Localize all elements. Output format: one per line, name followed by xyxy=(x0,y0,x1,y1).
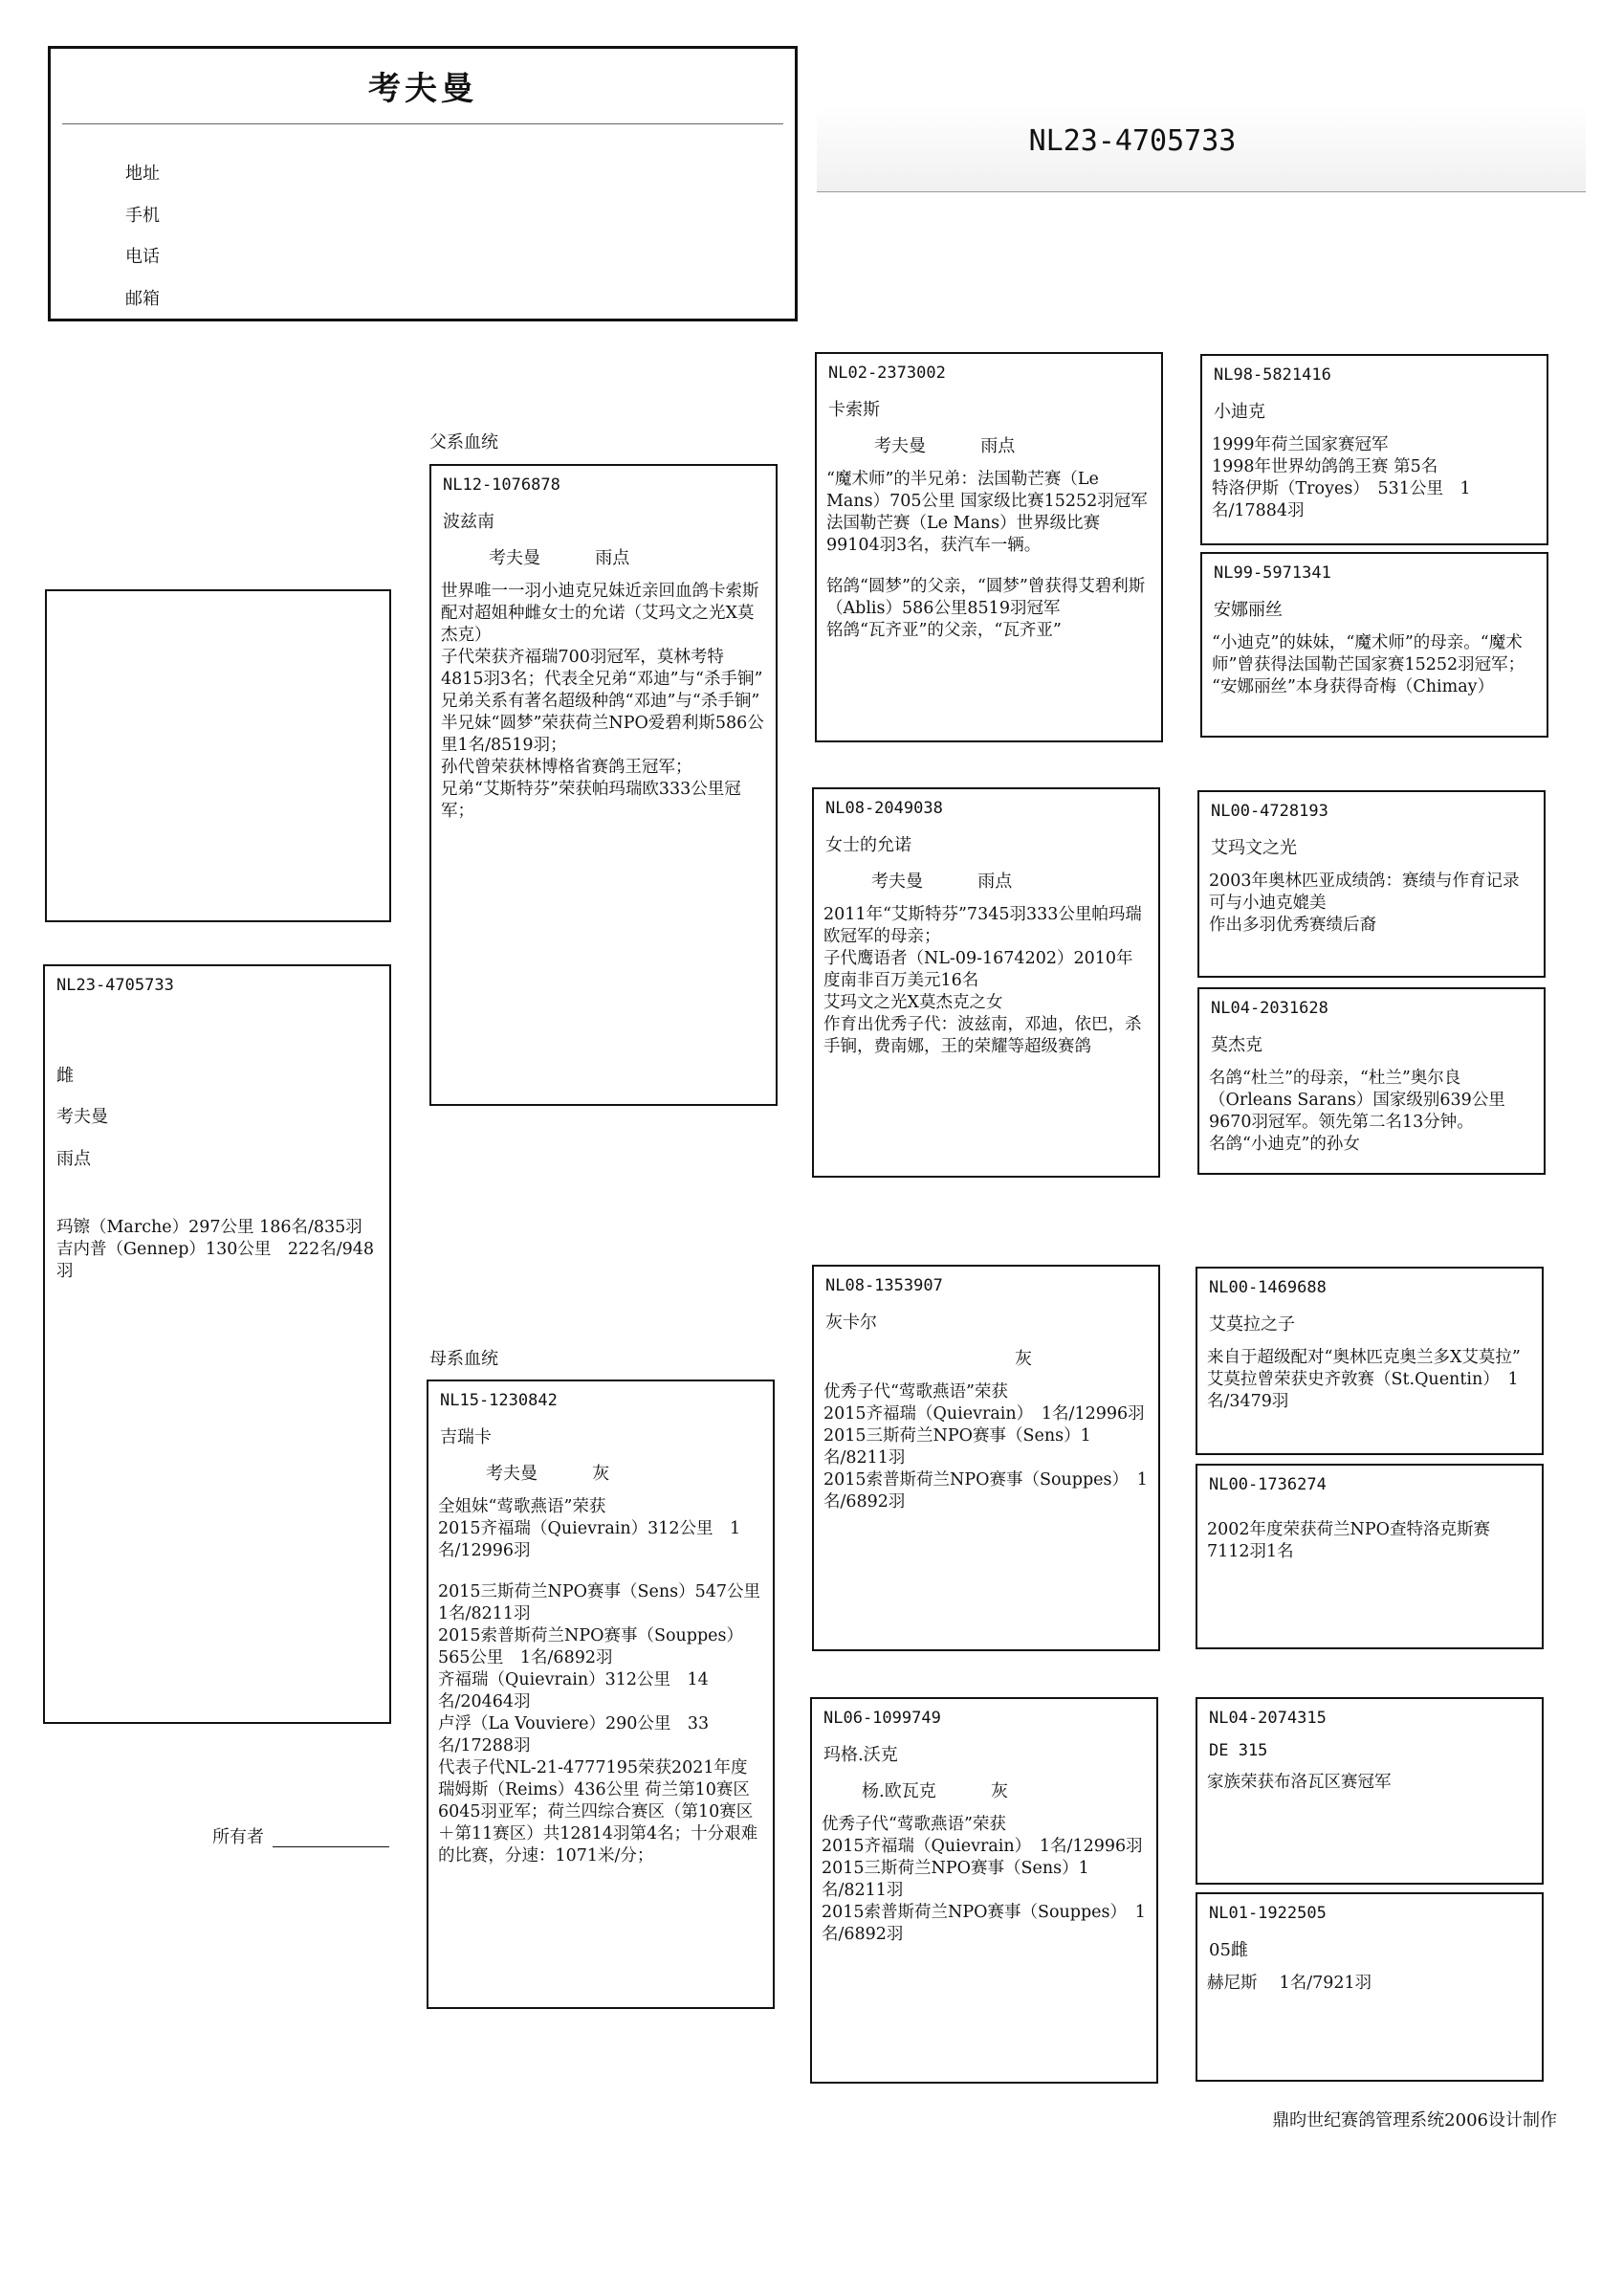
owner-field-address: 地址 xyxy=(125,164,160,184)
ggp-ring: NL04-2031628 xyxy=(1211,999,1328,1018)
dam-note: 2015三斯荷兰NPO赛事（Sens）547公里 1名/8211羽 xyxy=(438,1582,760,1623)
dam-dam-ring: NL06-1099749 xyxy=(823,1709,941,1728)
ggp-note: 2002年度荣获荷兰NPO查特洛克斯赛7112羽1名 xyxy=(1207,1520,1490,1561)
dam-line-label: 母系血统 xyxy=(429,1349,498,1369)
dam-meta xyxy=(428,1448,773,1485)
ggp-name: 莫杰克 xyxy=(1211,1035,1262,1055)
sire-sire-note-gap xyxy=(826,557,1152,576)
dam-note: 卢浮（La Vouviere）290公里 33名/17288羽 xyxy=(438,1714,710,1755)
sire-note: 兄弟“艾斯特芬”荣获帕玛瑞欧333公里冠军； xyxy=(441,780,741,821)
sire-note: 半兄妹“圆梦”荣获荷兰NPO爱碧利斯586公里1名/8519羽； xyxy=(441,714,764,755)
photo-box xyxy=(45,589,391,922)
sire-note: 孙代曾荣获林博格省赛鸽王冠军； xyxy=(441,758,692,777)
dam-dam-note: 2015三斯荷兰NPO赛事（Sens）1名/8211羽 xyxy=(822,1859,1089,1900)
owner-field-email: 邮箱 xyxy=(125,289,160,309)
owner-card-divider xyxy=(62,123,783,124)
sire-sire-note: 法国勒芒赛（Le Mans）世界级比赛99104羽3名，获汽车一辆。 xyxy=(826,514,1101,555)
sire-sire-color: 雨点 xyxy=(980,436,1016,456)
dam-dam-notes xyxy=(812,1802,1156,1946)
ggp-box-4 xyxy=(1197,987,1546,1175)
footer-credit: 鼎昀世纪赛鸽管理系统2006设计制作 xyxy=(1272,2110,1557,2130)
dam-notes xyxy=(428,1485,773,1867)
dam-color: 灰 xyxy=(592,1464,610,1484)
ggp-note: 1999年荷兰国家赛冠军 xyxy=(1212,435,1389,454)
dam-dam-breeder: 杨.欧瓦克 xyxy=(862,1781,936,1801)
ggp-name: 05雌 xyxy=(1209,1940,1248,1960)
sire-sire-note: 铭鸽“瓦齐亚”的父亲，“瓦齐亚” xyxy=(826,621,1062,640)
subject-breeder: 考夫曼 xyxy=(56,1107,108,1127)
subject-ring: NL23-4705733 xyxy=(56,976,174,995)
subject-result: 玛镲（Marche）297公里 186名/835羽 xyxy=(56,1218,362,1237)
dam-breeder: 考夫曼 xyxy=(486,1464,538,1484)
ggp-notes xyxy=(1197,1760,1542,1794)
ggp-note: 来自于超级配对“奥林匹克奥兰多X艾莫拉” xyxy=(1207,1348,1521,1367)
ggp-ring: NL00-1736274 xyxy=(1209,1475,1327,1494)
sire-sire-ring: NL02-2373002 xyxy=(828,364,946,383)
owner-signature-label xyxy=(212,1823,264,1848)
sire-dam-note: 2011年“艾斯特芬”7345羽333公里帕玛瑞欧冠军的母亲； xyxy=(823,905,1142,946)
ggp-notes xyxy=(1197,1336,1542,1413)
sire-sire-box xyxy=(815,352,1163,742)
subject-box xyxy=(43,964,391,1724)
sire-sire-note: 铭鸽“圆梦”的父亲，“圆梦”曾获得艾碧利斯（Ablis）586公里8519羽冠军 xyxy=(826,577,1146,618)
sire-sire-breeder: 考夫曼 xyxy=(874,436,926,456)
sire-sire-notes xyxy=(817,457,1161,642)
sire-dam-note: 艾玛文之光X莫杰克之女 xyxy=(823,993,1003,1012)
ggp-notes xyxy=(1197,1508,1542,1563)
ggp-name xyxy=(1197,1494,1542,1508)
ggp-ring: NL00-1469688 xyxy=(1209,1278,1327,1297)
dam-sire-meta xyxy=(814,1334,1158,1370)
dam-dam-color: 灰 xyxy=(990,1781,1008,1801)
ggp-notes xyxy=(1202,423,1547,522)
sire-note: 子代荣获齐福瑞700羽冠军，莫林考特4815羽3名；代表全兄弟“邓迪”与“杀手锏” xyxy=(441,648,763,689)
dam-sire-ring: NL08-1353907 xyxy=(825,1276,943,1295)
ggp-name: 艾玛文之光 xyxy=(1211,838,1297,858)
sire-breeder: 考夫曼 xyxy=(489,548,540,568)
dam-sire-color: 灰 xyxy=(1015,1349,1032,1369)
dam-note: 2015索普斯荷兰NPO赛事（Souppes）565公里 1名/6892羽 xyxy=(438,1626,744,1667)
dam-sire-notes xyxy=(814,1370,1158,1513)
sire-ring: NL12-1076878 xyxy=(443,475,560,495)
sire-color: 雨点 xyxy=(595,548,630,568)
dam-sire-box xyxy=(812,1265,1160,1651)
ggp-box-5 xyxy=(1196,1267,1544,1455)
ggp-ring: NL00-4728193 xyxy=(1211,802,1328,821)
ggp-box-8 xyxy=(1196,1892,1544,2082)
subject-sex: 雌 xyxy=(56,1066,74,1086)
owner-signature-line xyxy=(273,1846,389,1847)
subject-color: 雨点 xyxy=(56,1149,91,1169)
ggp-name: 安娜丽丝 xyxy=(1214,600,1283,620)
dam-note: 全姐妹“莺歌燕语”荣获 xyxy=(438,1497,606,1516)
dam-dam-meta xyxy=(812,1766,1156,1802)
sire-dam-note: 子代鹰语者（NL-09-1674202）2010年度南非百万美元16名 xyxy=(823,949,1133,990)
sire-dam-notes xyxy=(814,893,1158,1058)
ggp-box-7 xyxy=(1196,1697,1544,1885)
sire-dam-meta xyxy=(814,856,1158,893)
owner-field-phone: 电话 xyxy=(125,247,160,267)
sire-dam-color: 雨点 xyxy=(977,872,1013,892)
dam-dam-note: 优秀子代“莺歌燕语”荣获 xyxy=(822,1815,1006,1834)
ggp-note: 家族荣获布洛瓦区赛冠军 xyxy=(1207,1773,1392,1792)
dam-note-gap xyxy=(438,1562,763,1581)
ggp-ring: NL01-1922505 xyxy=(1209,1904,1327,1923)
ggp-box-6 xyxy=(1196,1464,1544,1649)
ggp-note: 名鸽“杜兰”的母亲，“杜兰”奥尔良（Orleans Sarans）国家级别639公里9670羽冠军。领先第二名13分钟。 xyxy=(1209,1069,1505,1132)
ggp-ring: NL98-5821416 xyxy=(1214,365,1331,385)
ggp-ring: NL04-2074315 xyxy=(1209,1709,1327,1728)
sire-dam-note: 作育出优秀子代：波兹南，邓迪，依巴，杀手锏，费南娜，王的荣耀等超级赛鸽 xyxy=(823,1015,1142,1056)
sire-line-label: 父系血统 xyxy=(429,432,498,453)
ggp-notes xyxy=(1202,621,1547,698)
sire-box xyxy=(429,464,778,1106)
header-ring-underline xyxy=(817,191,1586,192)
dam-sire-name: 灰卡尔 xyxy=(825,1313,877,1333)
ggp-box-2 xyxy=(1200,552,1548,738)
ggp-box-3 xyxy=(1197,790,1546,978)
subject-result: 吉内普（Gennep）130公里 222名/948羽 xyxy=(56,1240,375,1281)
ggp-note: 作出多羽优秀赛绩后裔 xyxy=(1209,916,1376,935)
dam-note: 齐福瑞（Quievrain）312公里 14名/20464羽 xyxy=(438,1670,709,1711)
sire-dam-ring: NL08-2049038 xyxy=(825,799,943,818)
subject-results xyxy=(47,1205,385,1283)
ggp-note: 特洛伊斯（Troyes） 531公里 1名/17884羽 xyxy=(1212,479,1471,520)
sire-name: 波兹南 xyxy=(443,512,494,532)
ggp-note: “安娜丽丝”本身获得奇梅（Chimay） xyxy=(1212,677,1495,696)
ggp-note: 名鸽“小迪克”的孙女 xyxy=(1209,1135,1360,1154)
owner-label: 所有者 xyxy=(212,1827,264,1847)
ggp-notes xyxy=(1199,859,1544,937)
sire-note: 世界唯一一羽小迪克兄妹近亲回血鸽卡索斯配对超姐种雌女士的允诺（艾玛文之光X莫杰克） xyxy=(441,582,759,645)
dam-box xyxy=(427,1380,775,2009)
sire-dam-box xyxy=(812,787,1160,1178)
sire-dam-name: 女士的允诺 xyxy=(825,835,911,855)
dam-dam-name: 玛格.沃克 xyxy=(823,1745,898,1765)
dam-note: 代表子代NL-21-4777195荣获2021年度瑞姆斯（Reims）436公里 荷兰第10赛区6045羽亚军；荷兰四综合赛区（第10赛区＋第11赛区）共12814羽第4名；十分艰难的比赛，分速：1071米/分； xyxy=(438,1758,758,1866)
owner-card xyxy=(48,46,798,321)
sire-notes xyxy=(431,569,776,823)
dam-sire-note: 2015三斯荷兰NPO赛事（Sens）1名/8211羽 xyxy=(823,1426,1091,1468)
ggp-box-1 xyxy=(1200,354,1548,545)
ggp-name: DE 315 xyxy=(1209,1741,1268,1760)
sire-sire-meta xyxy=(817,421,1161,457)
ggp-note: 1998年世界幼鸽鸽王赛 第5名 xyxy=(1212,457,1438,476)
ggp-note: 艾莫拉曾荣获史齐敦赛（St.Quentin） 1名/3479羽 xyxy=(1207,1370,1519,1411)
ggp-notes xyxy=(1199,1056,1544,1156)
sire-meta xyxy=(431,533,776,569)
dam-note: 2015齐福瑞（Quievrain）312公里 1名/12996羽 xyxy=(438,1519,741,1560)
dam-dam-note: 2015索普斯荷兰NPO赛事（Souppes） 1名/6892羽 xyxy=(822,1903,1146,1944)
header-ring-number: NL23-4705733 xyxy=(1028,124,1237,158)
sire-sire-note: “魔术师”的半兄弟：法国勒芒赛（Le Mans）705公里 国家级比赛15252羽冠军 xyxy=(826,470,1148,511)
owner-field-mobile: 手机 xyxy=(125,206,160,226)
dam-ring: NL15-1230842 xyxy=(440,1391,558,1410)
dam-sire-note: 2015索普斯荷兰NPO赛事（Souppes） 1名/6892羽 xyxy=(823,1470,1148,1512)
sire-dam-breeder: 考夫曼 xyxy=(871,872,923,892)
ggp-note: “小迪克”的妹妹，“魔术师”的母亲。“魔术师”曾获得法国勒芒国家赛15252羽冠军； xyxy=(1212,633,1525,674)
ggp-note: 赫尼斯 1名/7921羽 xyxy=(1207,1974,1372,1993)
dam-dam-box xyxy=(810,1697,1158,2084)
dam-sire-note: 2015齐福瑞（Quievrain） 1名/12996羽 xyxy=(823,1404,1145,1424)
sire-note: 兄弟关系有著名超级种鸽“邓迪”与“杀手锏” xyxy=(441,692,760,711)
owner-name: 考夫曼 xyxy=(368,70,477,108)
dam-sire-note: 优秀子代“莺歌燕语”荣获 xyxy=(823,1382,1008,1402)
sire-sire-name: 卡索斯 xyxy=(828,400,880,420)
ggp-notes xyxy=(1197,1961,1542,1995)
dam-dam-note: 2015齐福瑞（Quievrain） 1名/12996羽 xyxy=(822,1837,1143,1856)
dam-name: 吉瑞卡 xyxy=(440,1427,492,1447)
ggp-name: 小迪克 xyxy=(1214,402,1265,422)
ggp-ring: NL99-5971341 xyxy=(1214,563,1331,583)
ggp-name: 艾莫拉之子 xyxy=(1209,1314,1295,1335)
ggp-note: 2003年奥林匹亚成绩鸽：赛绩与作育记录可与小迪克媲美 xyxy=(1209,872,1520,913)
